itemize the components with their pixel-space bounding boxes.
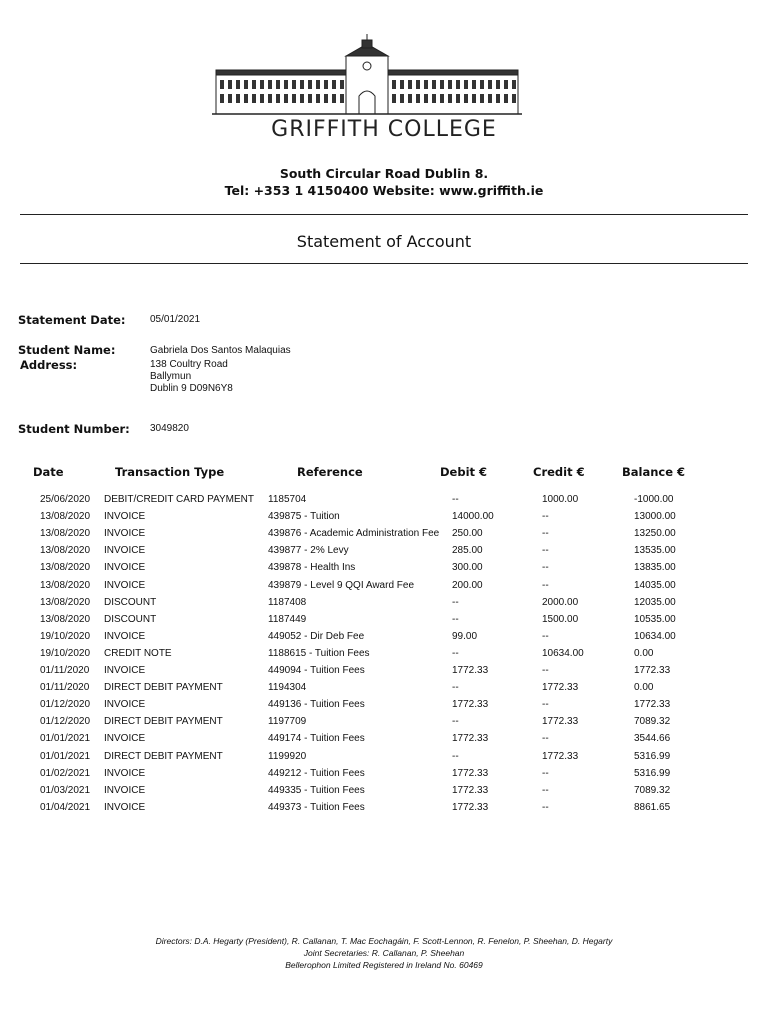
- student-name-value: Gabriela Dos Santos Malaquias: [150, 345, 291, 356]
- cell-reference: 439878 - Health Ins: [268, 562, 356, 574]
- cell-type: INVOICE: [104, 545, 146, 557]
- cell-debit: 1772.33: [452, 801, 489, 813]
- cell-balance: 13000.00: [634, 511, 676, 523]
- cell-balance: -1000.00: [634, 494, 674, 505]
- header-transaction-type: Transaction Type: [115, 465, 225, 479]
- cell-type: INVOICE: [104, 528, 146, 540]
- divider-top: [20, 214, 748, 215]
- cell-debit: --: [452, 682, 459, 694]
- cell-date: 01/02/2021: [40, 767, 91, 779]
- cell-credit: --: [542, 733, 549, 745]
- college-name: GRIFFITH COLLEGE: [271, 117, 497, 142]
- cell-reference: 1188615 - Tuition Fees: [268, 647, 370, 659]
- header-date: Date: [33, 465, 64, 479]
- cell-balance: 8861.65: [634, 801, 671, 813]
- divider-bottom: [20, 263, 748, 264]
- cell-credit: --: [542, 511, 549, 523]
- cell-date: 01/12/2020: [40, 699, 91, 711]
- cell-date: 01/04/2021: [40, 801, 91, 813]
- cell-balance: 12035.00: [634, 596, 676, 608]
- cell-credit: 1772.33: [542, 750, 579, 762]
- cell-type: INVOICE: [104, 630, 146, 642]
- cell-balance: 5316.99: [634, 750, 671, 762]
- footer-secretaries: Joint Secretaries: R. Callanan, P. Sheehan: [303, 948, 465, 958]
- cell-credit: 10634.00: [542, 647, 584, 659]
- cell-date: 13/08/2020: [40, 511, 91, 523]
- cell-debit: 1772.33: [452, 699, 489, 711]
- cell-date: 01/01/2021: [40, 733, 91, 745]
- page-title: Statement of Account: [296, 232, 472, 251]
- table-row: [0, 597, 768, 614]
- cell-type: INVOICE: [104, 767, 146, 779]
- cell-balance: 0.00: [634, 647, 654, 659]
- cell-type: DIRECT DEBIT PAYMENT: [104, 682, 223, 694]
- cell-type: DIRECT DEBIT PAYMENT: [104, 750, 223, 762]
- table-row: [0, 716, 768, 733]
- cell-debit: 1772.33: [452, 665, 489, 676]
- cell-credit: 1772.33: [542, 716, 579, 728]
- college-contact: Tel: +353 1 4150400 Website: www.griffith.ie: [224, 183, 544, 198]
- cell-date: 13/08/2020: [40, 613, 91, 625]
- table-row: [0, 494, 768, 511]
- cell-debit: 1772.33: [452, 784, 489, 796]
- cell-balance: 10535.00: [634, 613, 676, 625]
- cell-credit: --: [542, 784, 549, 796]
- cell-balance: 7089.32: [634, 716, 671, 728]
- cell-credit: 1000.00: [542, 494, 579, 505]
- cell-credit: --: [542, 528, 549, 540]
- cell-type: INVOICE: [104, 562, 146, 574]
- cell-debit: --: [452, 613, 459, 625]
- cell-reference: 439879 - Level 9 QQI Award Fee: [268, 579, 415, 591]
- cell-balance: 14035.00: [634, 579, 676, 591]
- cell-debit: 250.00: [452, 528, 483, 540]
- cell-date: 01/11/2020: [40, 665, 90, 676]
- cell-date: 01/12/2020: [40, 716, 91, 728]
- cell-debit: 300.00: [452, 562, 483, 574]
- cell-reference: 439876 - Academic Administration Fee: [268, 528, 440, 540]
- cell-debit: 285.00: [452, 545, 483, 557]
- cell-reference: 449094 - Tuition Fees: [268, 665, 365, 676]
- student-number-label: Student Number:: [18, 422, 130, 436]
- student-name-label: Student Name:: [18, 343, 116, 357]
- table-row: [0, 511, 768, 528]
- cell-credit: 1500.00: [542, 613, 579, 625]
- table-row: [0, 768, 768, 785]
- header-credit: Credit €: [533, 465, 585, 479]
- cell-reference: 439875 - Tuition: [268, 511, 340, 523]
- cell-debit: --: [452, 596, 459, 608]
- cell-date: 13/08/2020: [40, 562, 91, 574]
- cell-balance: 0.00: [634, 682, 654, 694]
- cell-reference: 439877 - 2% Levy: [268, 545, 349, 557]
- cell-date: 13/08/2020: [40, 579, 91, 591]
- table-row: [0, 528, 768, 545]
- college-address: South Circular Road Dublin 8.: [279, 166, 489, 181]
- table-row: [0, 665, 768, 682]
- cell-date: 01/03/2021: [40, 784, 91, 796]
- cell-reference: 1185704: [268, 494, 307, 505]
- cell-balance: 13535.00: [634, 545, 676, 557]
- table-row: [0, 614, 768, 631]
- cell-type: DISCOUNT: [104, 613, 157, 625]
- cell-credit: 1772.33: [542, 682, 579, 694]
- student-number-value: 3049820: [150, 423, 189, 434]
- cell-credit: 2000.00: [542, 596, 579, 608]
- header-debit: Debit €: [440, 465, 488, 479]
- address-label: Address:: [20, 358, 78, 372]
- cell-debit: --: [452, 716, 459, 728]
- footer-directors: Directors: D.A. Hegarty (President), R. Callanan, T. Mac Eochagáin, F. Scott-Lennon, R. Fenelon, P. Sheehan, D. Hegarty: [155, 936, 613, 946]
- cell-balance: 10634.00: [634, 630, 676, 642]
- cell-date: 19/10/2020: [40, 630, 91, 642]
- cell-debit: 1772.33: [452, 767, 489, 779]
- cell-date: 25/06/2020: [40, 494, 91, 505]
- cell-type: INVOICE: [104, 801, 146, 813]
- cell-reference: 449373 - Tuition Fees: [268, 801, 365, 813]
- cell-credit: --: [542, 801, 549, 813]
- cell-type: INVOICE: [104, 784, 146, 796]
- table-row: [0, 802, 768, 819]
- cell-date: 13/08/2020: [40, 528, 91, 540]
- cell-credit: --: [542, 767, 549, 779]
- cell-balance: 1772.33: [634, 665, 671, 676]
- table-row: [0, 562, 768, 579]
- cell-reference: 1199920: [268, 750, 307, 762]
- table-row: [0, 631, 768, 648]
- cell-reference: 1187449: [268, 613, 307, 625]
- cell-balance: 7089.32: [634, 784, 671, 796]
- table-row: [0, 648, 768, 665]
- cell-reference: 449335 - Tuition Fees: [268, 784, 365, 796]
- cell-type: DISCOUNT: [104, 596, 157, 608]
- cell-date: 01/11/2020: [40, 682, 90, 694]
- statement-date-value: 05/01/2021: [150, 314, 201, 325]
- cell-type: INVOICE: [104, 733, 146, 745]
- cell-balance: 3544.66: [634, 733, 671, 745]
- address-line-3: Dublin 9 D09N6Y8: [150, 383, 233, 394]
- cell-balance: 5316.99: [634, 767, 671, 779]
- cell-type: CREDIT NOTE: [104, 647, 172, 659]
- cell-balance: 13835.00: [634, 562, 676, 574]
- header-reference: Reference: [297, 465, 363, 479]
- cell-credit: --: [542, 579, 549, 591]
- cell-type: INVOICE: [104, 511, 146, 523]
- cell-reference: 449136 - Tuition Fees: [268, 699, 365, 711]
- table-row: [0, 785, 768, 802]
- header-balance: Balance €: [622, 465, 686, 479]
- cell-credit: --: [542, 665, 549, 676]
- cell-type: DEBIT/CREDIT CARD PAYMENT: [104, 494, 255, 505]
- address-line-2: Ballymun: [150, 371, 192, 382]
- cell-debit: 200.00: [452, 579, 483, 591]
- table-row: [0, 699, 768, 716]
- cell-date: 01/01/2021: [40, 750, 91, 762]
- cell-type: DIRECT DEBIT PAYMENT: [104, 716, 223, 728]
- table-row: [0, 682, 768, 699]
- table-row: [0, 545, 768, 562]
- cell-credit: --: [542, 699, 549, 711]
- cell-debit: --: [452, 647, 459, 659]
- cell-credit: --: [542, 562, 549, 574]
- cell-balance: 1772.33: [634, 699, 671, 711]
- cell-date: 13/08/2020: [40, 596, 91, 608]
- cell-date: 19/10/2020: [40, 647, 91, 659]
- cell-type: INVOICE: [104, 579, 146, 591]
- cell-reference: 1194304: [268, 682, 307, 694]
- cell-reference: 449052 - Dir Deb Fee: [268, 630, 365, 642]
- cell-type: INVOICE: [104, 665, 146, 676]
- cell-debit: --: [452, 750, 459, 762]
- cell-reference: 1187408: [268, 596, 307, 608]
- footer-registration: Bellerophon Limited Registered in Ireland No. 60469: [285, 960, 483, 970]
- cell-debit: 1772.33: [452, 733, 489, 745]
- cell-credit: --: [542, 630, 549, 642]
- cell-date: 13/08/2020: [40, 545, 91, 557]
- table-row: [0, 733, 768, 750]
- cell-debit: 99.00: [452, 630, 478, 642]
- cell-type: INVOICE: [104, 699, 146, 711]
- table-row: [0, 580, 768, 597]
- address-line-1: 138 Coultry Road: [150, 359, 228, 370]
- cell-reference: 449174 - Tuition Fees: [268, 733, 365, 745]
- cell-credit: --: [542, 545, 549, 557]
- cell-reference: 1197709: [268, 716, 307, 728]
- cell-reference: 449212 - Tuition Fees: [268, 767, 365, 779]
- cell-debit: --: [452, 494, 459, 505]
- table-row: [0, 751, 768, 768]
- cell-debit: 14000.00: [452, 511, 494, 523]
- cell-balance: 13250.00: [634, 528, 676, 540]
- statement-date-label: Statement Date:: [18, 313, 126, 327]
